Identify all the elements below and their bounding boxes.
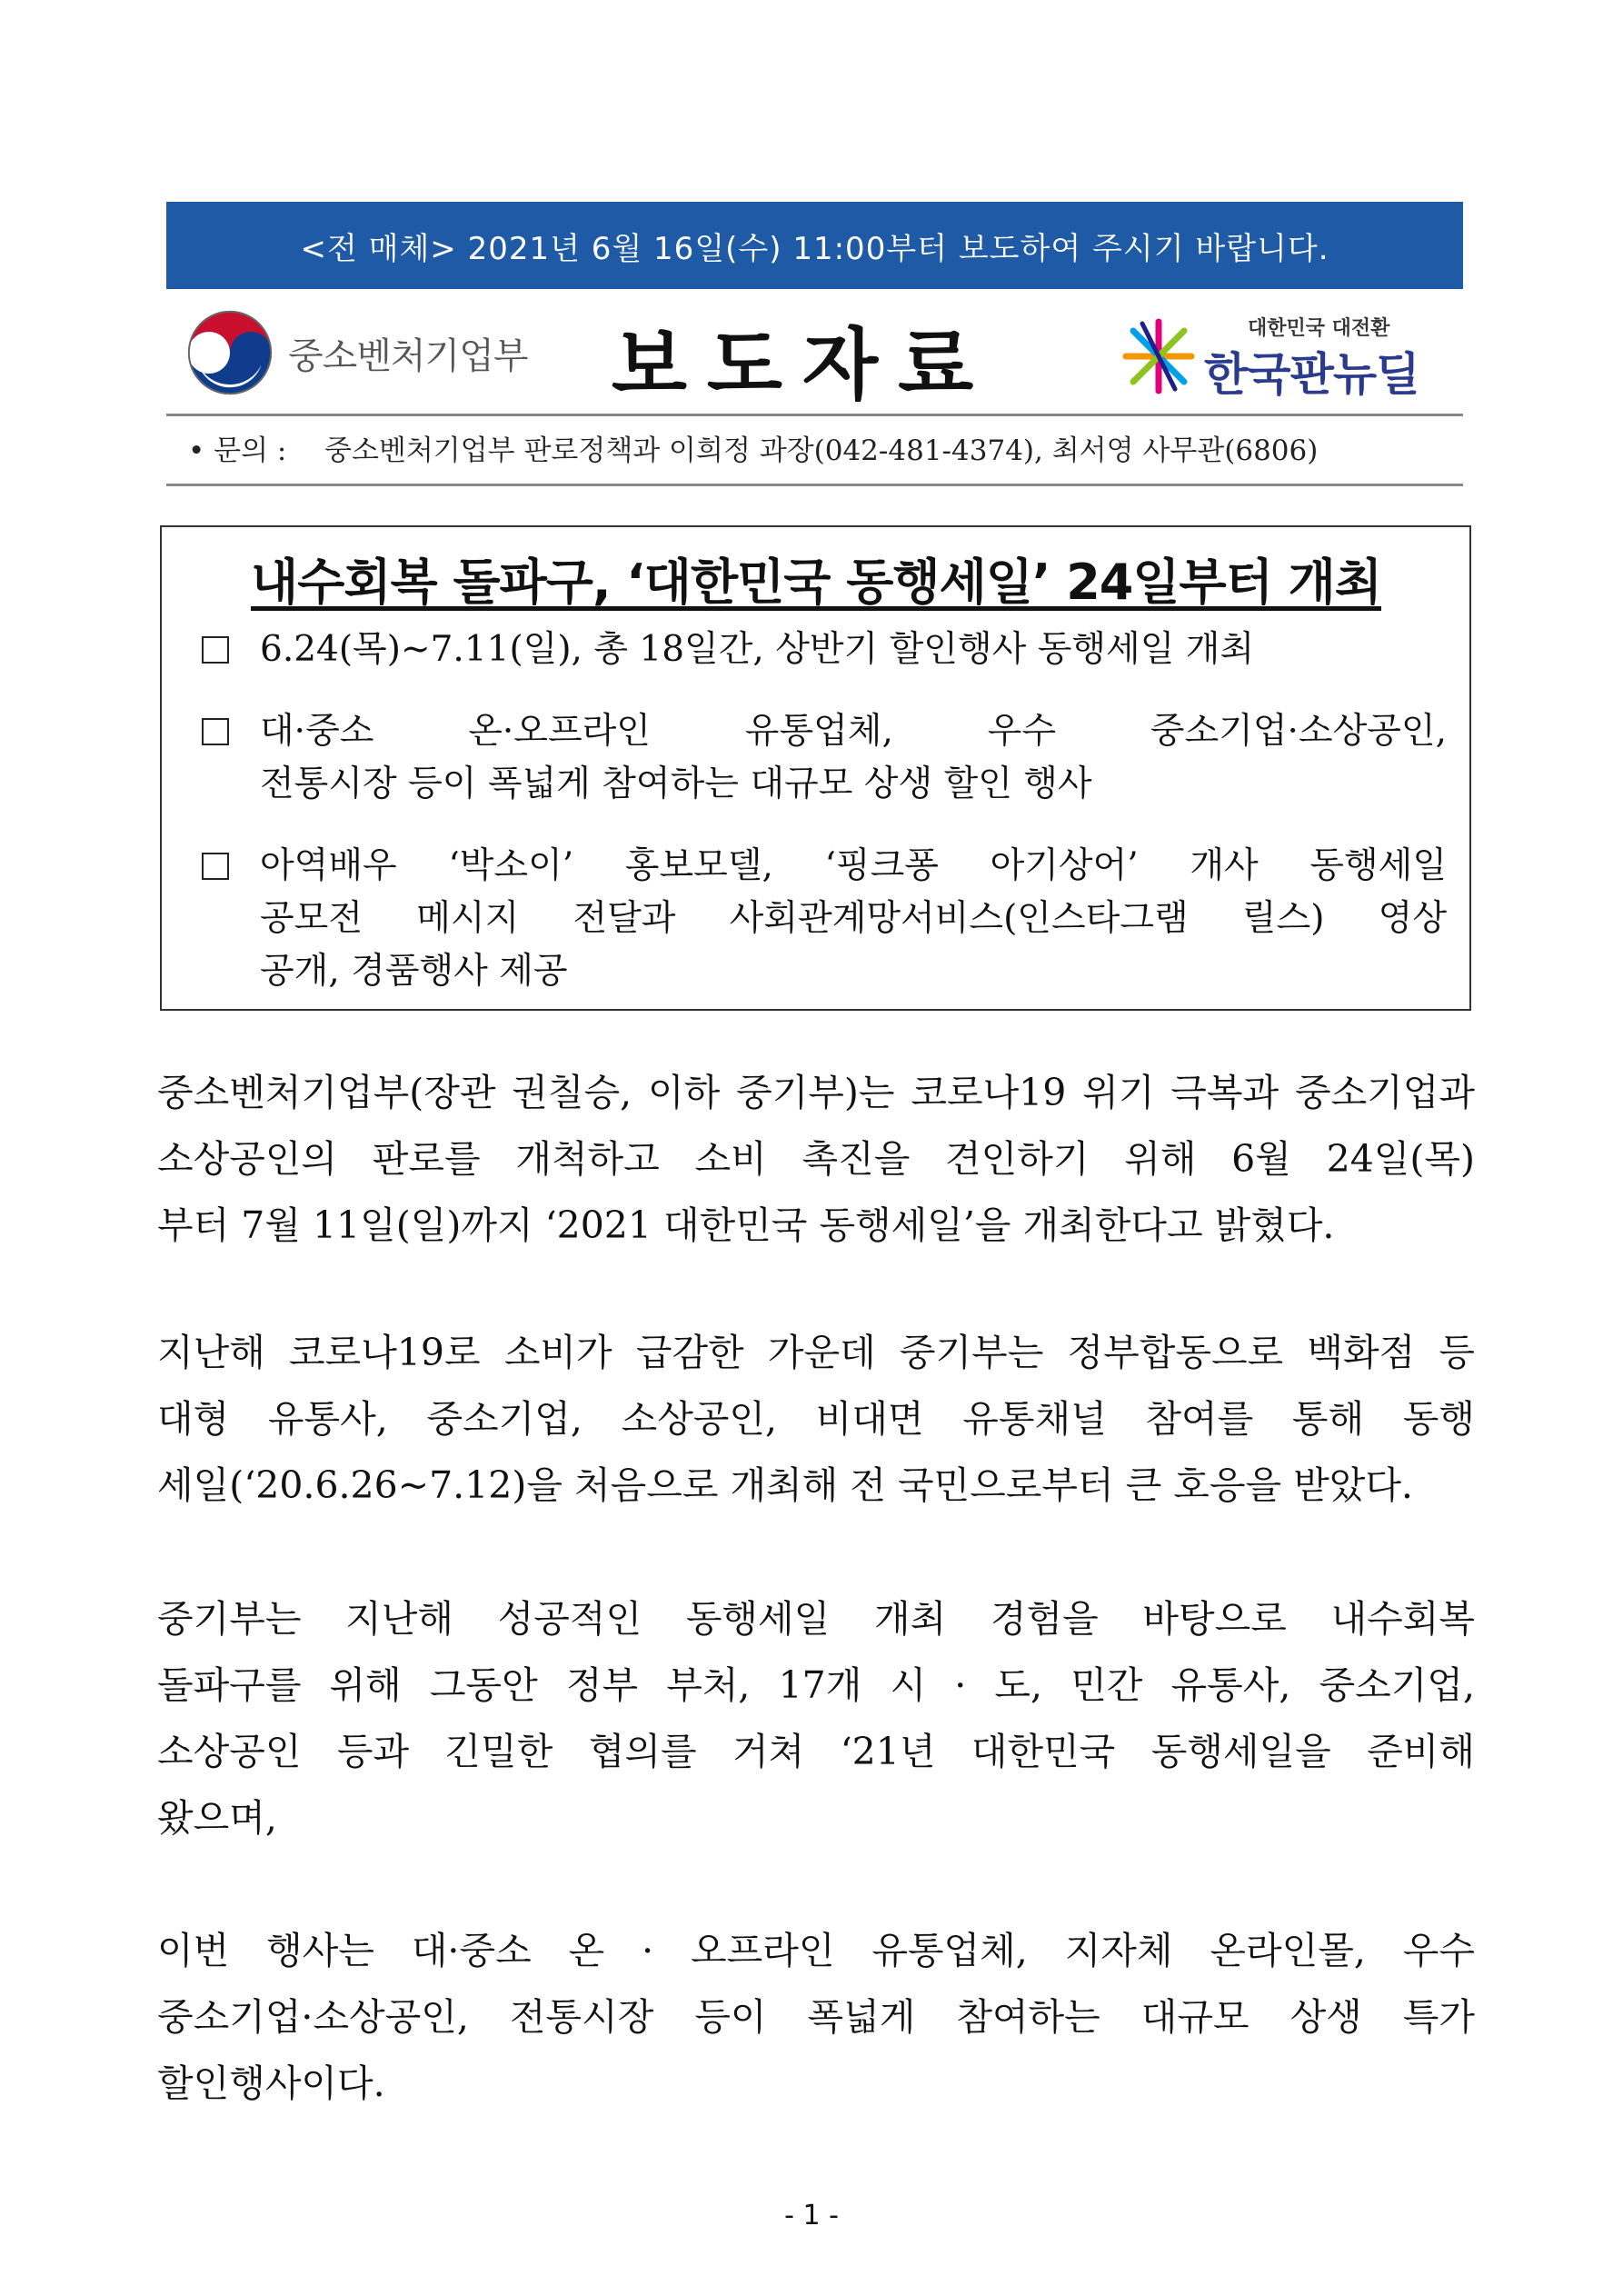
headline: 내수회복 돌파구, ‘대한민국 동행세일’ 24일부터 개최 [251, 554, 1381, 611]
newdeal-logo-icon [1120, 318, 1197, 394]
paragraph-line: 중소기업·소상공인, 전통시장 등이 폭넓게 참여하는 대규모 상생 특가 [157, 1995, 1475, 2039]
newdeal-subtitle: 대한민국 대전환 [1248, 317, 1390, 340]
bullet-line: 아역배우 ‘박소이’ 홍보모델, ‘핑크퐁 아기상어’ 개사 동행세일 [260, 845, 1447, 886]
body-paragraph [157, 1586, 1475, 1852]
government-emblem-icon [186, 309, 274, 396]
bullet-line: 공모전 메시지 전달과 사회관계망서비스(인스타그램 릴스) 영상 [260, 898, 1447, 939]
contact-text: 중소벤처기업부 판로정책과 이희정 과장(042-481-4374), 최서영 사무관(6806) [324, 434, 1319, 467]
document-title: 보도자료 [611, 319, 994, 411]
body-paragraph [157, 1320, 1475, 1519]
paragraph-line: 세일(‘20.6.26~7.12)을 처음으로 개최해 전 국민으로부터 큰 호응을 받았다. [157, 1463, 1413, 1507]
embargo-banner [166, 202, 1463, 289]
checkbox-icon [202, 718, 229, 745]
summary-bullet [202, 624, 1447, 676]
page-number: - 1 - [784, 2200, 839, 2231]
summary-box [160, 525, 1471, 1011]
bullet-line: 대·중소 온·오프라인 유통업체, 우수 중소기업·소상공인, [260, 711, 1447, 752]
embargo-text: <전 매체> 2021년 6월 16일(수) 11:00부터 보도하여 주시기 바랍니다. [300, 230, 1329, 267]
newdeal-logo [1120, 311, 1457, 402]
summary-bullet [202, 840, 1447, 998]
paragraph-line: 지난해 코로나19로 소비가 급감한 가운데 중기부는 정부합동으로 백화점 등 [157, 1331, 1475, 1374]
summary-bullet [202, 705, 1447, 811]
bullet-line: 6.24(목)~7.11(일), 총 18일간, 상반기 할인행사 동행세일 개최 [260, 629, 1255, 670]
contact-divider [166, 484, 1463, 486]
body-paragraph [157, 1060, 1475, 1259]
paragraph-line: 소상공인 등과 긴밀한 협의를 거쳐 ‘21년 대한민국 동행세일을 준비해 [157, 1730, 1475, 1773]
bullet-line: 전통시장 등이 폭넓게 참여하는 대규모 상생 할인 행사 [260, 764, 1092, 804]
paragraph-line: 대형 유통사, 중소기업, 소상공인, 비대면 유통채널 참여를 통해 동행 [157, 1397, 1475, 1441]
ministry-logo [186, 307, 577, 398]
checkbox-icon [202, 853, 229, 880]
paragraph-line: 부터 7월 11일(일)까지 ‘2021 대한민국 동행세일’을 개최한다고 밝혔다. [157, 1203, 1335, 1247]
paragraph-line: 할인행사이다. [157, 2061, 385, 2105]
header-divider [166, 414, 1463, 416]
checkbox-icon [202, 636, 229, 664]
bullet-line: 공개, 경품행사 제공 [260, 951, 568, 992]
ministry-name: 중소벤처기업부 [288, 334, 528, 377]
contact-info [188, 427, 1460, 468]
paragraph-line: 돌파구를 위해 그동안 정부 부처, 17개 시 · 도, 민간 유통사, 중소기업, [157, 1663, 1475, 1707]
paragraph-line: 중기부는 지난해 성공적인 동행세일 개최 경험을 바탕으로 내수회복 [157, 1597, 1475, 1641]
contact-label: • 문의 : [188, 434, 287, 467]
document-header [166, 291, 1463, 414]
paragraph-line: 왔으며, [157, 1796, 277, 1840]
body-paragraph [157, 1918, 1475, 2117]
newdeal-name: 한국판뉴딜 [1204, 348, 1419, 401]
paragraph-line: 중소벤처기업부(장관 권칠승, 이하 중기부)는 코로나19 위기 극복과 중소기업과 [157, 1071, 1475, 1114]
paragraph-line: 이번 행사는 대·중소 온 · 오프라인 유통업체, 지자체 온라인몰, 우수 [157, 1929, 1475, 1972]
paragraph-line: 소상공인의 판로를 개척하고 소비 촉진을 견인하기 위해 6월 24일(목) [157, 1137, 1475, 1181]
